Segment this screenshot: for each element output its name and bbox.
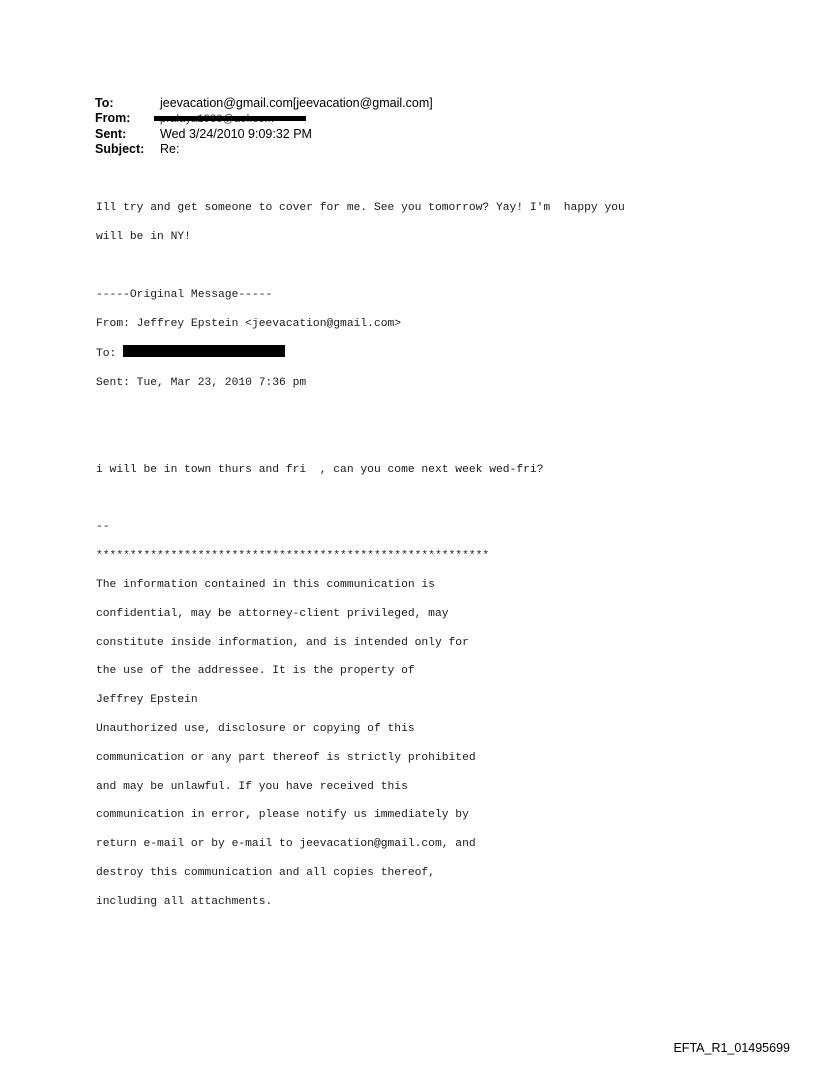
- document-id: EFTA_R1_01495699: [673, 1041, 790, 1055]
- to-value: jeevacation@gmail.com[jeevacation@gmail.com]: [160, 96, 433, 110]
- original-sent: Sent: Tue, Mar 23, 2010 7:36 pm: [96, 377, 307, 390]
- signature-dashes: --: [96, 521, 110, 534]
- disclaimer-line: and may be unlawful. If you have received this: [96, 780, 408, 793]
- subject-row: [95, 142, 433, 157]
- sent-label: Sent:: [95, 127, 127, 141]
- disclaimer-line: confidential, may be attorney-client privileged, may: [96, 607, 449, 620]
- disclaimer-line: Unauthorized use, disclosure or copying of this: [96, 722, 415, 735]
- reply-line-2: will be in NY!: [96, 231, 191, 244]
- subject-value: Re:: [160, 142, 180, 156]
- disclaimer-line: destroy this communication and all copies thereof,: [96, 867, 435, 880]
- from-value-wrapper: [160, 111, 274, 127]
- original-to-row: [96, 345, 625, 361]
- email-header: [95, 96, 433, 157]
- subject-label: Subject:: [95, 142, 145, 156]
- disclaimer-line: including all attachments.: [96, 895, 273, 908]
- disclaimer-line: Jeffrey Epstein: [96, 694, 198, 707]
- sent-row: [95, 127, 433, 142]
- from-redaction-bar: [154, 116, 306, 121]
- original-message-marker: -----Original Message-----: [96, 288, 273, 301]
- signature-stars: **********************************************************: [96, 550, 490, 563]
- to-label: To:: [95, 96, 114, 110]
- to-row: [95, 96, 433, 111]
- original-from: From: Jeffrey Epstein <jeevacation@gmail.com>: [96, 317, 402, 330]
- reply-line-1: Ill try and get someone to cover for me. See you tomorrow? Yay! I'm happy you: [96, 202, 625, 215]
- original-message-text: i will be in town thurs and fri , can you come next week wed-fri?: [96, 463, 544, 476]
- disclaimer-line: return e-mail or by e-mail to jeevacation@gmail.com, and: [96, 838, 476, 851]
- disclaimer-line: constitute inside information, and is intended only for: [96, 636, 469, 649]
- from-row: [95, 111, 433, 127]
- sent-value: Wed 3/24/2010 9:09:32 PM: [160, 127, 312, 141]
- disclaimer-line: the use of the addressee. It is the property of: [96, 665, 415, 678]
- original-to-label: To:: [96, 348, 124, 361]
- disclaimer-line: communication or any part thereof is strictly prohibited: [96, 751, 476, 764]
- disclaimer-line: communication in error, please notify us immediately by: [96, 809, 469, 822]
- original-to-redaction-bar: [123, 345, 285, 357]
- disclaimer-line: The information contained in this communication is: [96, 578, 435, 591]
- email-body: [96, 187, 625, 924]
- from-label: From:: [95, 111, 131, 125]
